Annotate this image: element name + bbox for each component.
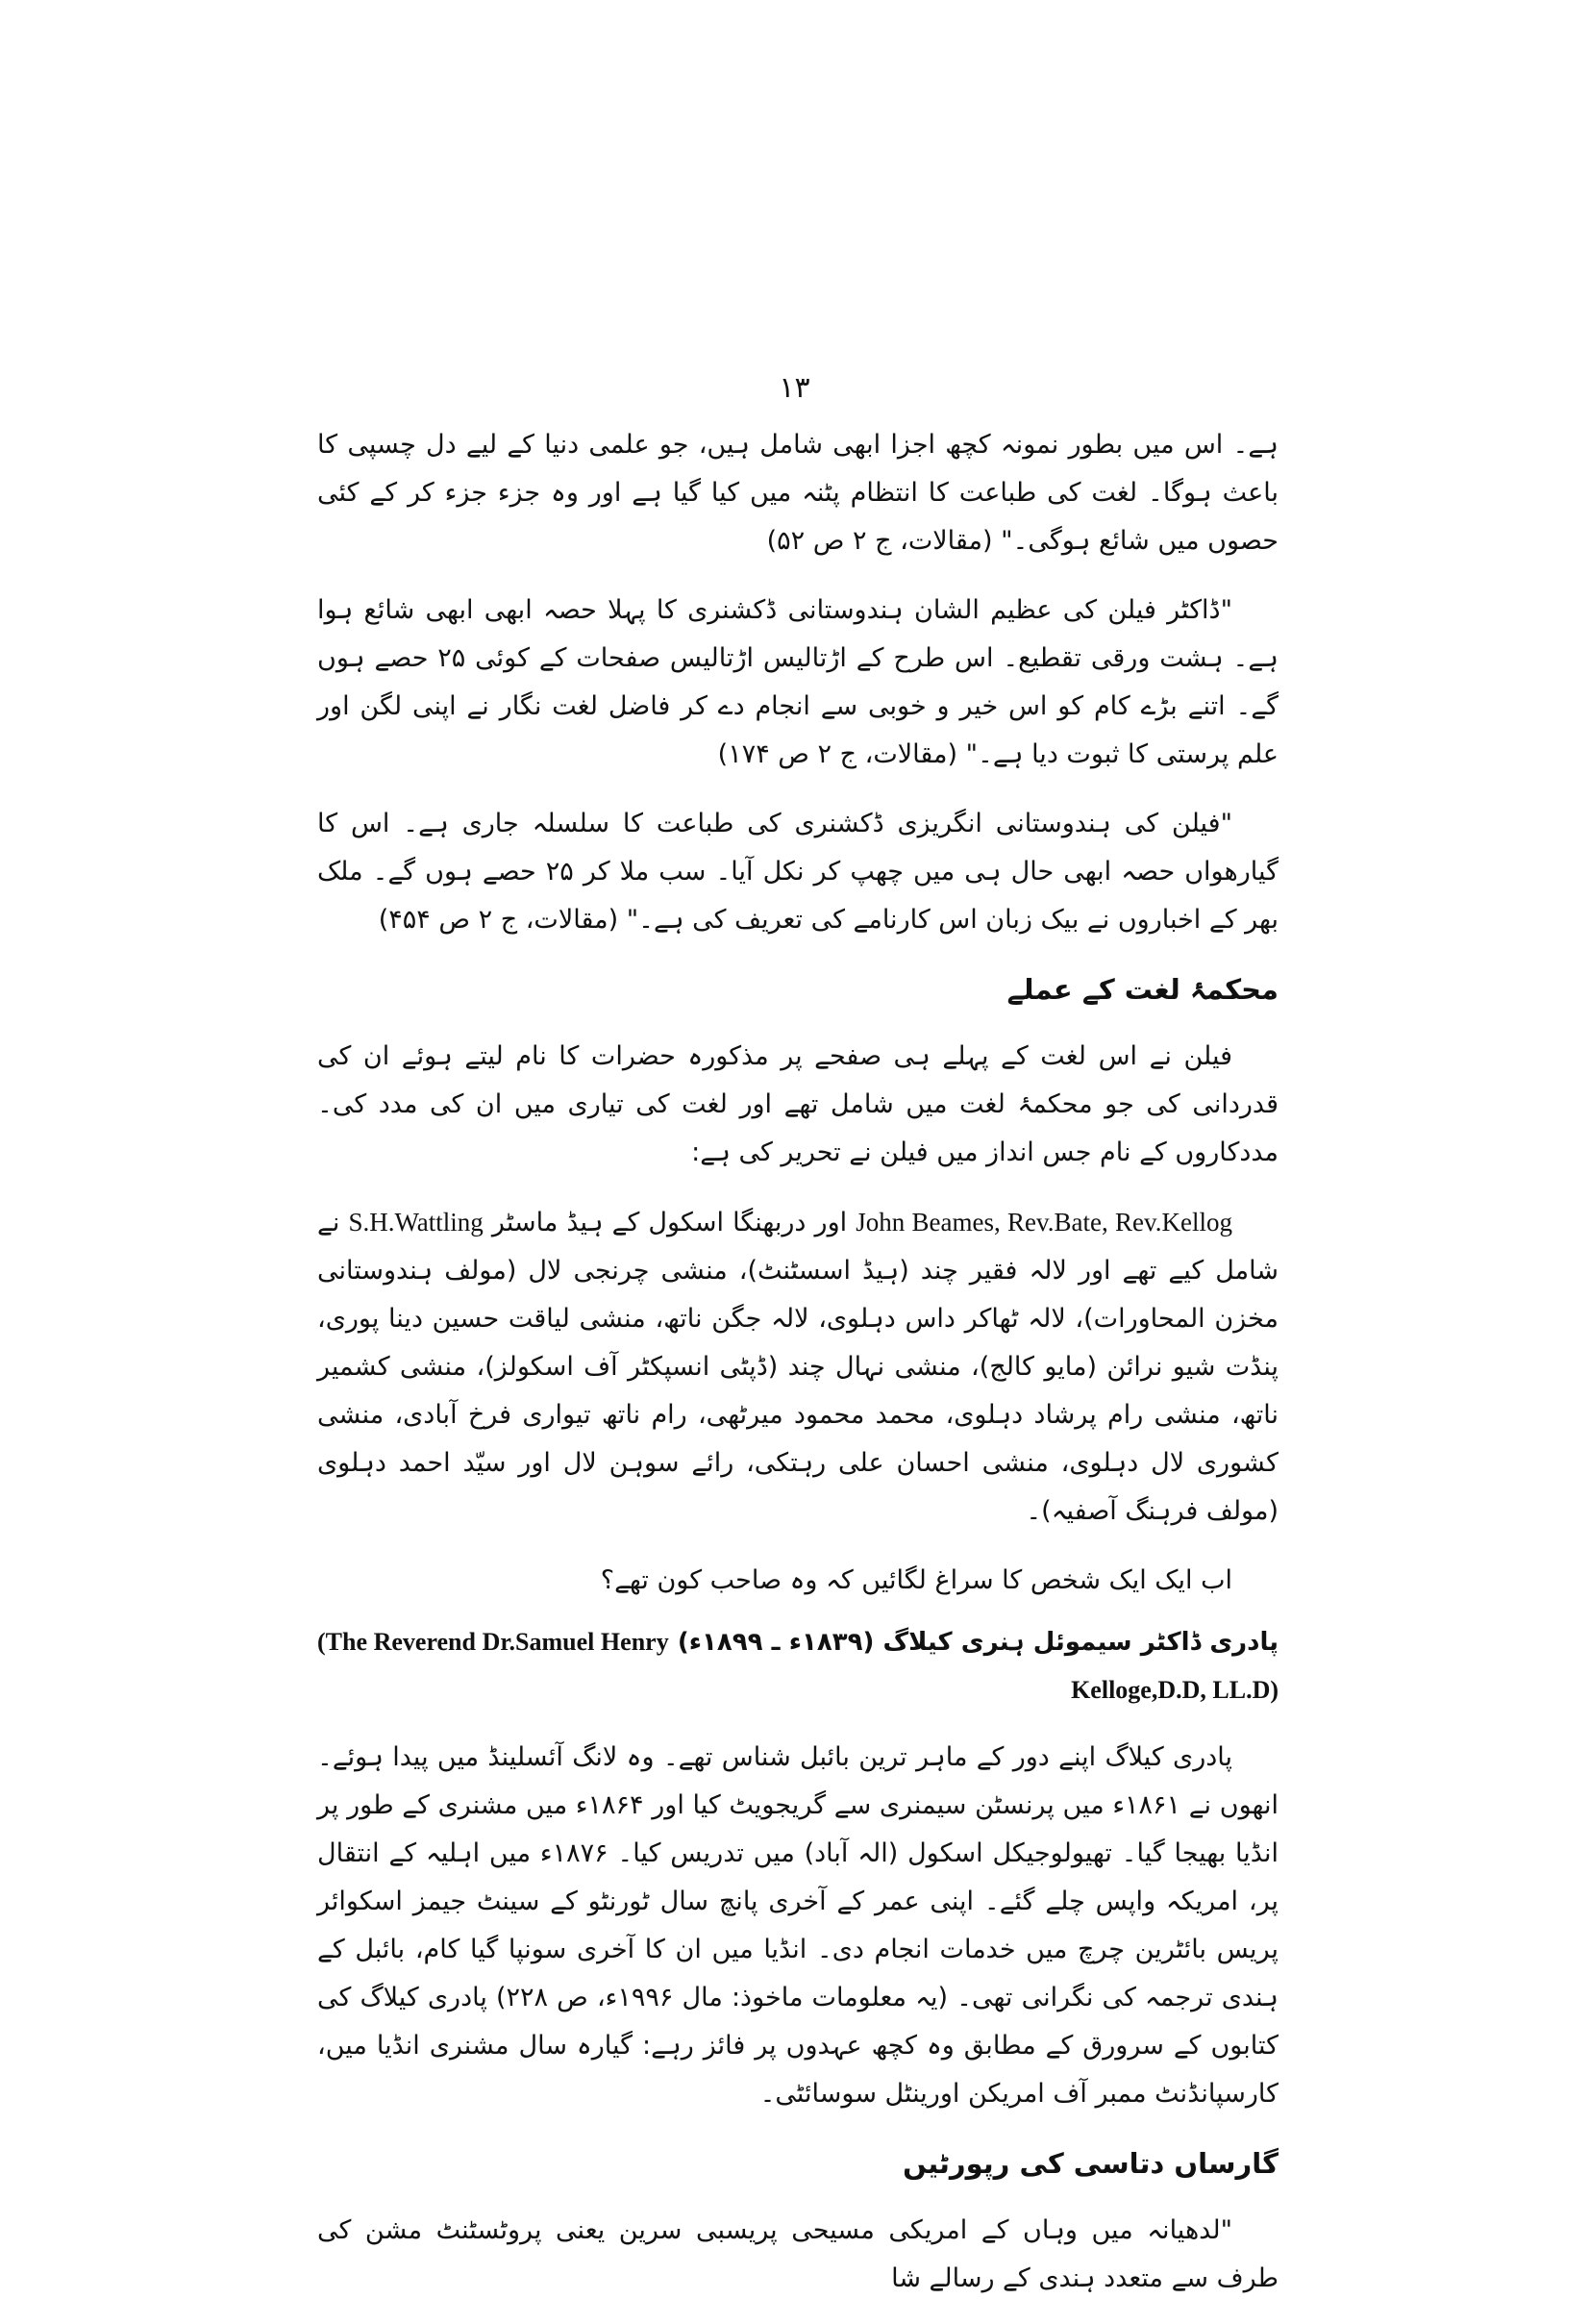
paragraph: "ڈاکٹر فیلن کی عظیم الشان ہندوستانی ڈکشنری کا پہلا حصہ ابھی ابھی شائع ہوا ہے۔ ہشت ورقی تقطیع۔ اس طرح کے اڑتالیس اڑتالیس صفحات کے کوئی ۲۵ حصے ہوں گے۔ اتنے بڑے کام کو اس خیر و خوبی سے انجام دے کر فاضل لغت نگار نے اپنی لگن اور علم پرستی کا ثبوت دیا ہے۔" (مقالات، ج ۲ ص ۱۷۴) bbox=[317, 595, 1279, 769]
paragraph: فیلن نے اس لغت کے پہلے ہی صفحے پر مذکورہ حضرات کا نام لیتے ہوئے ان کی قدردانی کی جو محکمۂ لغت میں شامل تھے اور لغت کی تیاری میں ان کی مدد کی۔ مددکاروں کے نام جس انداز میں فیلن نے تحریر کی ہے: bbox=[317, 1041, 1279, 1167]
urdu-text: نے شامل کیے تھے اور لالہ فقیر چند (ہیڈ اسسٹنٹ)، منشی چرنجی لال (مولف ہندوستانی مخزن المحاورات)، لالہ ٹھاکر داس دہلوی، لالہ جگن ناتھ، منشی لیاقت حسین دینا پوری، پنڈت شیو نرائن (مایو کالج)، منشی نہال چند (ڈپٹی انسپکٹر آف اسکولز)، منشی کشمیر ناتھ، منشی رام پرشاد دہلوی، محمد محمود میرٹھی، رام ناتھ تیواری فرخ آبادی، منشی کشوری لال دہلوی، منشی احسان علی رہتکی، رائے سوہن لال اور سیّد احمد دہلوی (مولف فرہنگ آصفیہ)۔ bbox=[317, 1208, 1279, 1526]
paragraph: پادری کیلاگ اپنے دور کے ماہر ترین بائبل شناس تھے۔ وہ لانگ آئسلینڈ میں پیدا ہوئے۔ انھوں نے ۱۸۶۱ء میں پرنسٹن سیمنری سے گریجویٹ کیا اور ۱۸۶۴ء میں مشنری کے طور پر انڈیا بھیجا گیا۔ تھیولوجیکل اسکول (الہ آباد) میں تدریس کیا۔ ۱۸۷۶ء میں اہلیہ کے انتقال پر، امریکہ واپس چلے گئے۔ اپنی عمر کے آخری پانچ سال ٹورنٹو کے سینٹ جیمز اسکوائر پریس بائٹرین چرچ میں خدمات انجام دی۔ انڈیا میں ان کا آخری سونپا گیا کام، بائبل کے ہندی ترجمہ کی نگرانی تھی۔ (یہ معلومات ماخوذ: مال ۱۹۹۶ء، ص ۲۲۸) پادری کیلاگ کی کتابوں کے سرورق کے مطابق وہ کچھ عہدوں پر فائز رہے: گیارہ سال مشنری انڈیا میں، کارسپانڈنٹ ممبر آف امریکن اورینٹل سوسائٹی۔ bbox=[317, 1742, 1279, 2109]
english-name: S.H.Wattling bbox=[348, 1208, 484, 1237]
paragraph: "فیلن کی ہندوستانی انگریزی ڈکشنری کی طباعت کا سلسلہ جاری ہے۔ اس کا گیارھواں حصہ ابھی حال ہی میں چھپ کر نکل آیا۔ سب ملا کر ۲۵ حصے ہوں گے۔ ملک بھر کے اخباروں نے بیک زبان اس کارنامے کی تعریف کی ہے۔" (مقالات، ج ۲ ص ۴۵۴) bbox=[317, 809, 1279, 935]
english-heading: (The Reverend Dr.Samuel Henry Kelloge,D.D, LL.D) bbox=[317, 1628, 1279, 1704]
section-heading: محکمۂ لغت کے عملے bbox=[1006, 973, 1279, 1006]
section-heading: گارساں دتاسی کی رپورٹیں bbox=[903, 2147, 1279, 2180]
english-names: John Beames, Rev.Bate, Rev.Kellog bbox=[856, 1208, 1233, 1237]
page-number: ۱۳ bbox=[779, 371, 810, 405]
paragraph: ہے۔ اس میں بطور نمونہ کچھ اجزا ابھی شامل ہیں، جو علمی دنیا کے لیے دل چسپی کا باعث ہوگا۔ لغت کی طباعت کا انتظام پٹنہ میں کیا گیا ہے اور وہ جزء جزء کر کے کئی حصوں میں شائع ہوگی۔" (مقالات، ج ۲ ص ۵۲) bbox=[317, 430, 1279, 556]
urdu-heading: پادری ڈاکٹر سیموئل ہنری کیلاگ (۱۸۳۹ء ـ ۱۸۹۹ء) bbox=[677, 1628, 1279, 1657]
paragraph: "لدھیانہ میں وہاں کے امریکی مسیحی پریسبی سرین یعنی پروٹسٹنٹ مشن کی طرف سے متعدد ہندی کے رسالے شا bbox=[317, 2215, 1279, 2293]
paragraph: اب ایک ایک شخص کا سراغ لگائیں کہ وہ صاحب کون تھے؟ bbox=[600, 1565, 1232, 1595]
document-body bbox=[317, 421, 1279, 2324]
staff-paragraph bbox=[317, 1198, 1279, 1536]
urdu-connector: اور دربھنگا اسکول کے ہیڈ ماسٹر bbox=[491, 1208, 848, 1237]
person-heading bbox=[317, 1618, 1279, 1714]
